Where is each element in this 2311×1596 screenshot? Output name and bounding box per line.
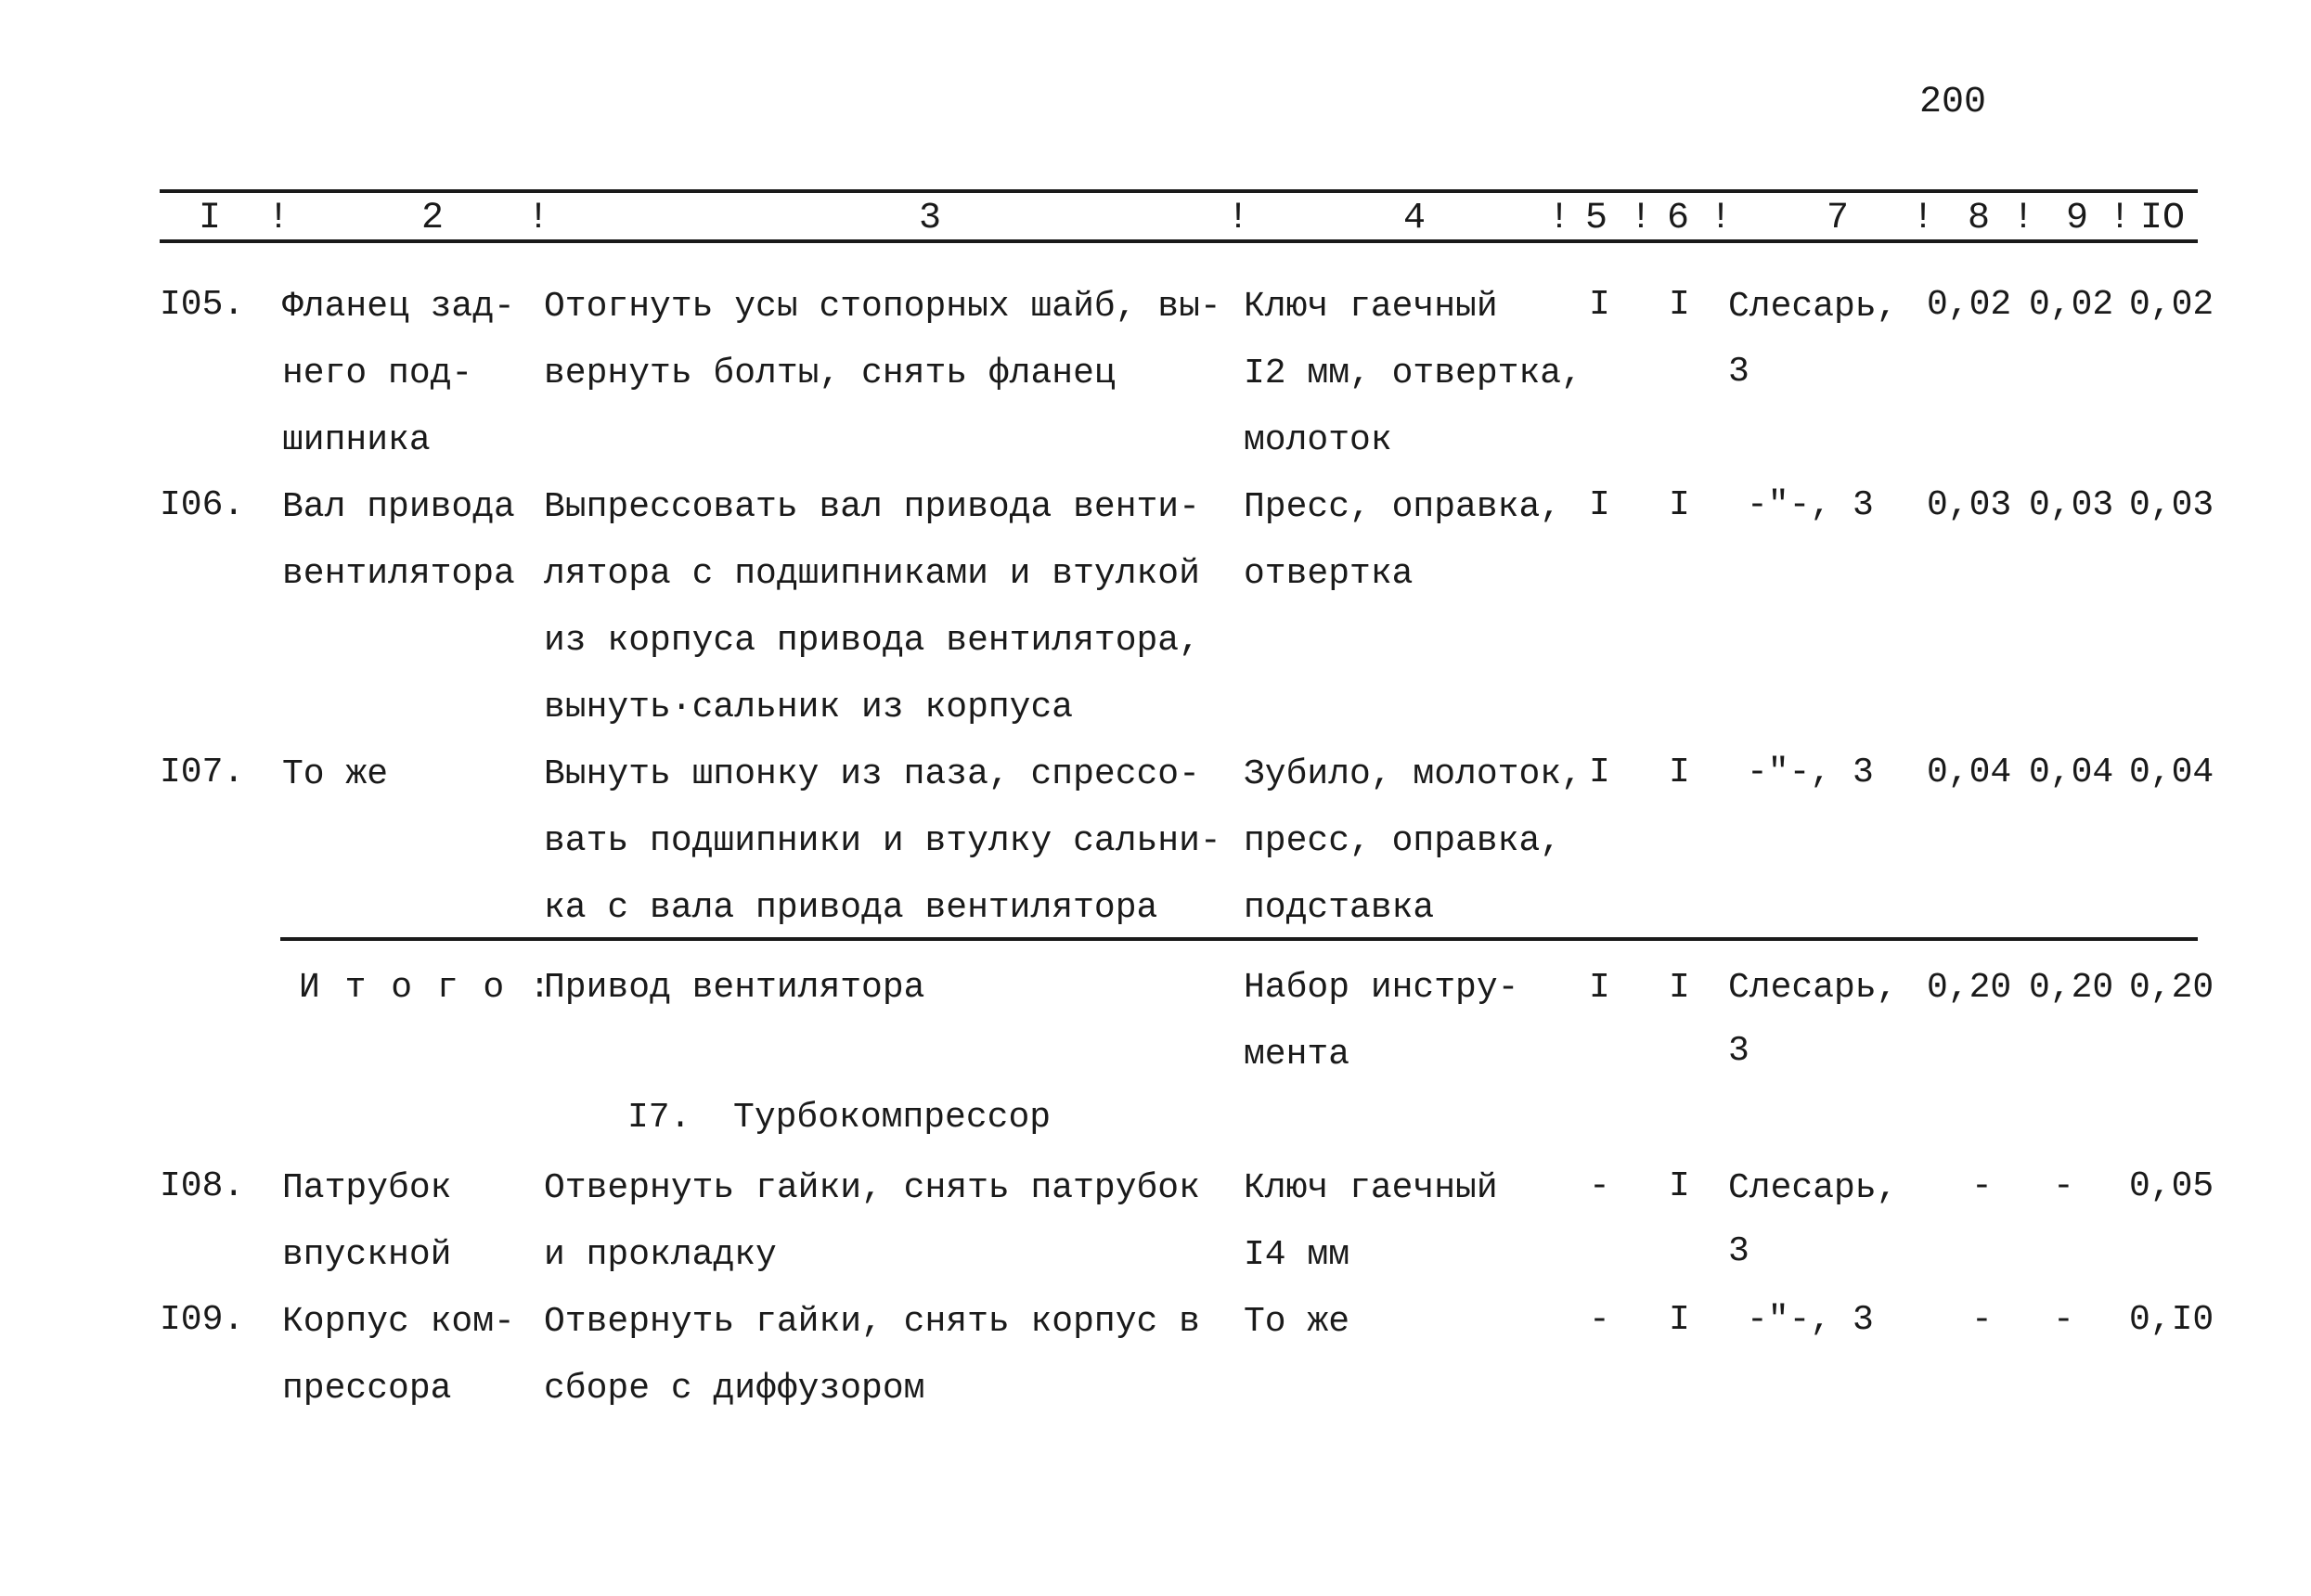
header-col-10: IO: [2140, 198, 2186, 239]
header-sep-7: !: [1912, 198, 1935, 239]
col6-value: I: [1669, 285, 1690, 325]
section-title: I7. Турбокомпрессор: [627, 1098, 1052, 1138]
tool-text: Пресс, оправка,: [1244, 487, 1562, 527]
tool-text: I4 мм: [1244, 1235, 1350, 1275]
part-name: Патрубок: [282, 1168, 452, 1208]
header-sep-3: !: [1227, 198, 1250, 239]
col5-value: -: [1589, 1300, 1610, 1340]
col10-value: 0,04: [2129, 753, 2214, 792]
tool-text: молоток: [1244, 420, 1392, 460]
row-number: I08.: [160, 1166, 245, 1206]
header-sep-9: !: [2109, 198, 2132, 239]
operation-text: лятора с подшипниками и втулкой: [544, 554, 1200, 594]
total-tool: мента: [1244, 1035, 1350, 1075]
col8-value: 0,02: [1927, 285, 2012, 325]
total-label: И т о г о :: [299, 968, 552, 1008]
col9-value: -: [2053, 1300, 2074, 1340]
col5-value: I: [1589, 285, 1610, 325]
header-col-8: 8: [1968, 198, 1991, 239]
total-col9: 0,20: [2029, 968, 2114, 1008]
tool-text: Зубило, молоток,: [1244, 754, 1582, 794]
col10-value: 0,03: [2129, 485, 2214, 525]
header-sep-1: !: [267, 198, 290, 239]
total-rule: [280, 937, 2198, 941]
worker-grade: Слесарь,: [1728, 1168, 1898, 1208]
part-name: впускной: [282, 1235, 452, 1275]
col6-value: I: [1669, 1166, 1690, 1206]
tool-text: пресс, оправка,: [1244, 821, 1562, 861]
part-name: прессора: [282, 1369, 452, 1409]
operation-text: Вынуть шпонку из паза, спрессо-: [544, 754, 1200, 794]
part-name: Корпус ком-: [282, 1302, 515, 1342]
tool-text: подставка: [1244, 888, 1435, 928]
col8-value: -: [1971, 1166, 1993, 1206]
header-col-2: 2: [421, 198, 445, 239]
total-col10: 0,20: [2129, 968, 2214, 1008]
col5-value: I: [1589, 753, 1610, 792]
header-sep-5: !: [1630, 198, 1653, 239]
table-top-rule: [160, 189, 2198, 193]
col9-value: 0,04: [2029, 753, 2114, 792]
header-sep-4: !: [1548, 198, 1571, 239]
operation-text: Выпрессовать вал привода венти-: [544, 487, 1200, 527]
operation-text: Отвернуть гайки, снять корпус в: [544, 1302, 1200, 1342]
part-name: Вал привода: [282, 487, 515, 527]
col8-value: 0,03: [1927, 485, 2012, 525]
col8-value: 0,04: [1927, 753, 2012, 792]
part-name: него под-: [282, 354, 473, 393]
operation-text: вернуть болты, снять фланец: [544, 354, 1116, 393]
tool-text: Ключ гаечный: [1244, 1168, 1498, 1208]
operation-text: вать подшипники и втулку сальни-: [544, 821, 1221, 861]
col10-value: 0,05: [2129, 1166, 2214, 1206]
header-col-9: 9: [2066, 198, 2089, 239]
part-name: То же: [282, 754, 389, 794]
total-operation: Привод вентилятора: [544, 968, 925, 1008]
operation-text: Отвернуть гайки, снять патрубок: [544, 1168, 1200, 1208]
col9-value: -: [2053, 1166, 2074, 1206]
row-number: I09.: [160, 1300, 245, 1340]
operation-text: Отогнуть усы стопорных шайб, вы-: [544, 287, 1221, 327]
header-col-5: 5: [1585, 198, 1608, 239]
col10-value: 0,I0: [2129, 1300, 2214, 1340]
total-col6: I: [1669, 968, 1690, 1008]
header-col-6: 6: [1667, 198, 1690, 239]
col9-value: 0,02: [2029, 285, 2114, 325]
col10-value: 0,02: [2129, 285, 2214, 325]
header-sep-8: !: [2012, 198, 2035, 239]
worker-grade: -"-, 3: [1747, 753, 1874, 792]
col5-value: -: [1589, 1166, 1610, 1206]
part-name: Фланец зад-: [282, 287, 515, 327]
total-worker-grade: 3: [1728, 1031, 1749, 1071]
worker-grade: 3: [1728, 352, 1749, 392]
tool-text: I2 мм, отвертка,: [1244, 354, 1582, 393]
header-col-3: 3: [919, 198, 942, 239]
total-tool: Набор инстру-: [1244, 968, 1519, 1008]
header-col-7: 7: [1827, 198, 1850, 239]
row-number: I07.: [160, 753, 245, 792]
row-number: I06.: [160, 485, 245, 525]
operation-text: из корпуса привода вентилятора,: [544, 621, 1200, 661]
worker-grade: -"-, 3: [1747, 1300, 1874, 1340]
col6-value: I: [1669, 485, 1690, 525]
operation-text: ка с вала привода вентилятора: [544, 888, 1158, 928]
operation-text: сборе с диффузором: [544, 1369, 925, 1409]
page-number: 200: [1919, 82, 1987, 123]
total-col5: I: [1589, 968, 1610, 1008]
header-bottom-rule: [160, 239, 2198, 243]
worker-grade: -"-, 3: [1747, 485, 1874, 525]
col6-value: I: [1669, 753, 1690, 792]
header-sep-2: !: [527, 198, 550, 239]
worker-grade: 3: [1728, 1231, 1749, 1271]
col5-value: I: [1589, 485, 1610, 525]
col8-value: -: [1971, 1300, 1993, 1340]
row-number: I05.: [160, 285, 245, 325]
total-col8: 0,20: [1927, 968, 2012, 1008]
header-sep-6: !: [1710, 198, 1733, 239]
part-name: шипника: [282, 420, 431, 460]
part-name: вентилятора: [282, 554, 515, 594]
tool-text: отвертка: [1244, 554, 1414, 594]
operation-text: и прокладку: [544, 1235, 777, 1275]
worker-grade: Слесарь,: [1728, 287, 1898, 327]
header-col-1: I: [199, 198, 222, 239]
tool-text: Ключ гаечный: [1244, 287, 1498, 327]
tool-text: То же: [1244, 1302, 1350, 1342]
col6-value: I: [1669, 1300, 1690, 1340]
total-worker-grade: Слесарь,: [1728, 968, 1898, 1008]
header-col-4: 4: [1403, 198, 1427, 239]
col9-value: 0,03: [2029, 485, 2114, 525]
operation-text: вынуть·сальник из корпуса: [544, 688, 1074, 727]
